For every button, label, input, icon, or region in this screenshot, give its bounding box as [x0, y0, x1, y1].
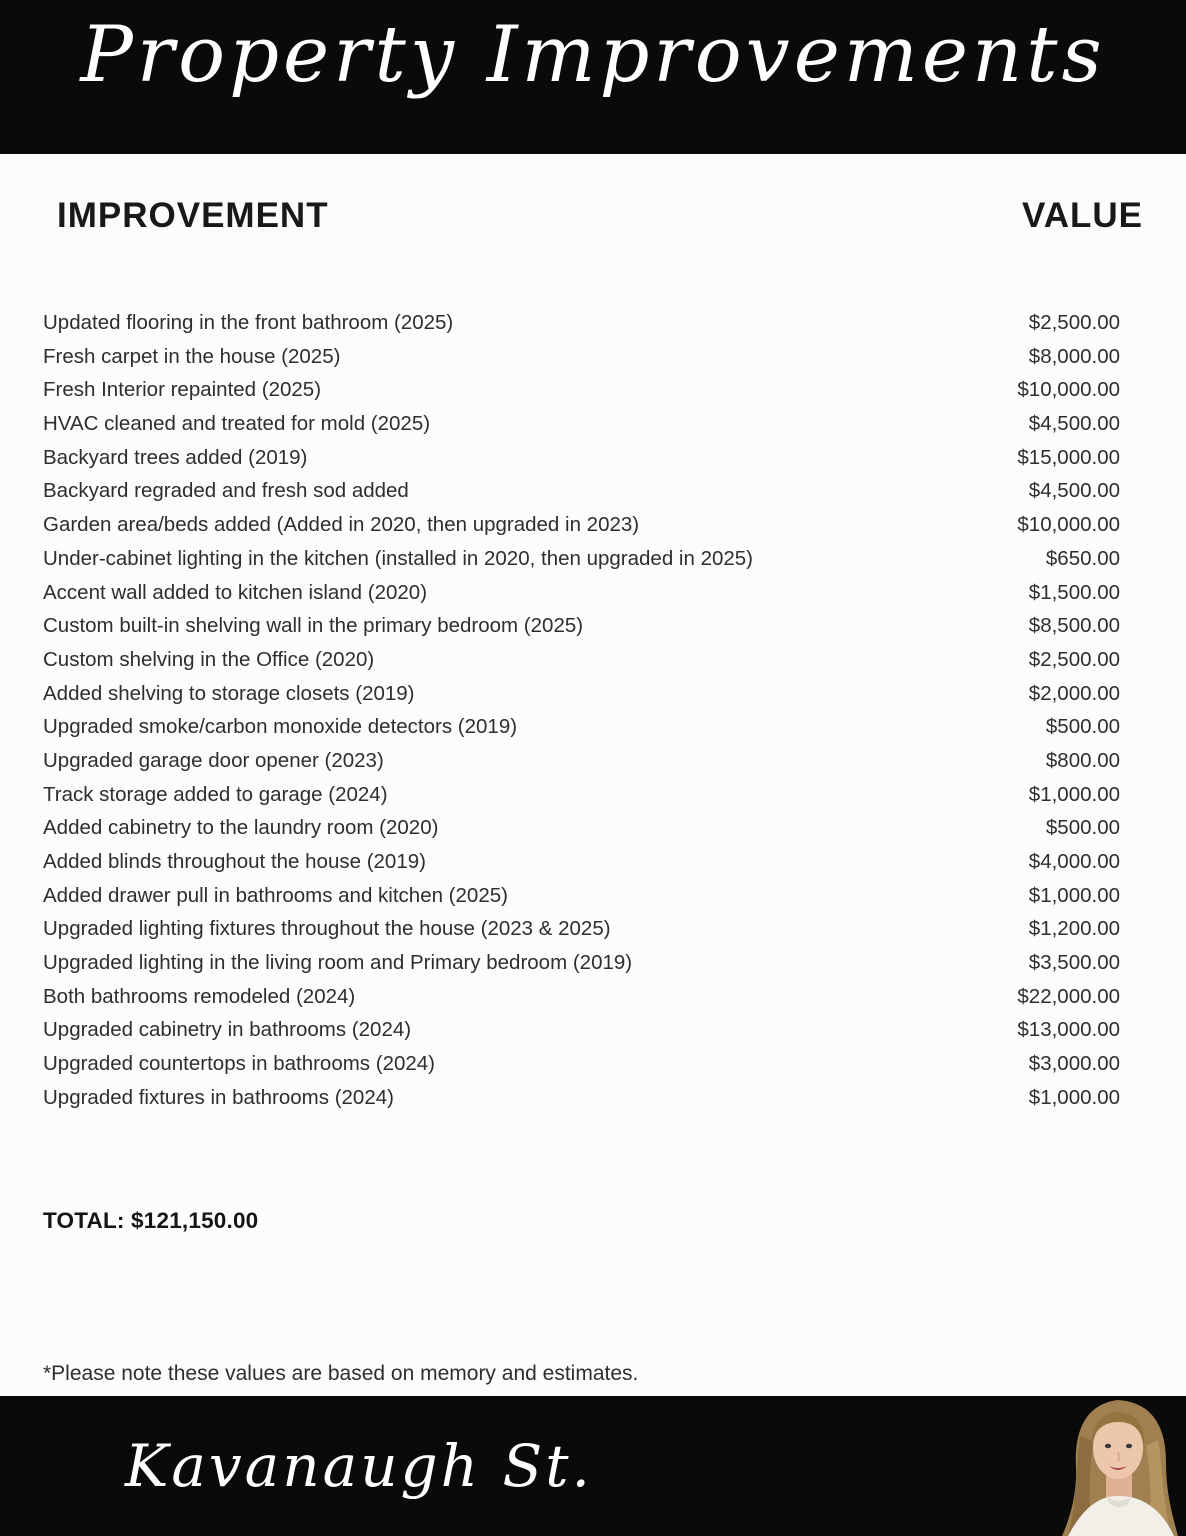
value-cell: $8,000.00: [1028, 344, 1120, 368]
table-row: [43, 912, 1120, 946]
table-column-headers: [0, 196, 1186, 236]
improvement-cell: Added drawer pull in bathrooms and kitchen (2025): [43, 883, 508, 907]
total-line: TOTAL: $121,150.00: [43, 1208, 259, 1233]
improvement-cell: Both bathrooms remodeled (2024): [43, 984, 356, 1008]
value-cell: $4,500.00: [1028, 412, 1120, 436]
page-title: Property Improvements: [80, 10, 1106, 100]
table-row: [43, 778, 1120, 812]
improvement-cell: Fresh carpet in the house (2025): [43, 344, 341, 368]
value-cell: $10,000.00: [1017, 378, 1120, 402]
value-cell: $2,500.00: [1028, 647, 1120, 671]
table-row: [43, 677, 1120, 711]
table-row: [43, 811, 1120, 845]
improvement-cell: Under-cabinet lighting in the kitchen (installed in 2020, then upgraded in 2025): [43, 546, 754, 570]
value-cell: $2,500.00: [1028, 311, 1120, 334]
value-cell: $4,500.00: [1028, 479, 1120, 503]
table-row: [43, 542, 1120, 576]
improvement-cell: Upgraded lighting fixtures throughout the house (2023 & 2025): [43, 917, 611, 941]
value-cell: $4,000.00: [1028, 850, 1120, 873]
value-cell: $1,200.00: [1028, 917, 1120, 941]
value-cell: $1,000.00: [1028, 883, 1120, 907]
table-row: [43, 1047, 1120, 1081]
improvement-cell: Upgraded countertops in bathrooms (2024): [43, 1052, 436, 1076]
table-row: [43, 441, 1120, 475]
table-row: [43, 508, 1120, 542]
improvement-cell: Upgraded lighting in the living room and Primary bedroom (2019): [43, 951, 633, 975]
improvement-column-header: IMPROVEMENT: [57, 196, 329, 235]
value-cell: $8,500.00: [1028, 614, 1120, 638]
improvement-cell: Upgraded fixtures in bathrooms (2024): [43, 1085, 394, 1109]
value-cell: $650.00: [1045, 546, 1120, 570]
improvement-cell: Custom built-in shelving wall in the primary bedroom (2025): [43, 614, 584, 638]
value-cell: $500.00: [1045, 715, 1120, 739]
improvement-cell: HVAC cleaned and treated for mold (2025): [43, 412, 431, 436]
value-cell: $1,000.00: [1028, 1085, 1120, 1109]
value-cell: $800.00: [1045, 748, 1120, 772]
table-row: [43, 946, 1120, 980]
improvement-cell: Fresh Interior repainted (2025): [43, 378, 322, 402]
table-row: [43, 710, 1120, 744]
value-cell: $1,000.00: [1028, 782, 1120, 806]
value-cell: $15,000.00: [1017, 445, 1120, 469]
table-row: [43, 306, 1120, 340]
value-column-header: VALUE: [1021, 196, 1143, 235]
improvement-cell: Upgraded garage door opener (2023): [43, 748, 384, 772]
table-row: [43, 643, 1120, 677]
table-row: [43, 744, 1120, 778]
value-cell: $500.00: [1045, 816, 1120, 840]
improvement-cell: Backyard trees added (2019): [43, 445, 308, 469]
table-row: [43, 474, 1120, 508]
brand-signature: Kavanaugh St.: [125, 1432, 593, 1500]
value-cell: $2,000.00: [1028, 681, 1120, 705]
table-row: [43, 373, 1120, 407]
table-row: [43, 340, 1120, 374]
header-band: [0, 0, 1186, 154]
value-cell: $3,000.00: [1028, 1052, 1120, 1076]
value-cell: $3,500.00: [1028, 951, 1120, 975]
table-row: [43, 576, 1120, 610]
table-row: [43, 980, 1120, 1014]
table-row: [43, 1081, 1120, 1115]
improvement-cell: Upgraded cabinetry in bathrooms (2024): [43, 1018, 412, 1042]
value-cell: $10,000.00: [1017, 513, 1120, 537]
value-cell: $22,000.00: [1017, 984, 1120, 1008]
table-row: [43, 407, 1120, 441]
agent-portrait-photo: [1050, 1396, 1186, 1536]
improvement-cell: Accent wall added to kitchen island (2020): [43, 580, 428, 604]
improvement-cell: Upgraded smoke/carbon monoxide detectors (2019): [43, 715, 518, 739]
improvement-cell: Added cabinetry to the laundry room (2020): [43, 816, 439, 840]
value-cell: $1,500.00: [1028, 580, 1120, 604]
footer-band: [0, 1396, 1186, 1536]
improvement-cell: Custom shelving in the Office (2020): [43, 647, 375, 671]
table-row: [43, 609, 1120, 643]
improvement-cell: Backyard regraded and fresh sod added: [43, 479, 409, 503]
table-row: [43, 845, 1120, 879]
value-cell: $13,000.00: [1017, 1018, 1120, 1042]
table-row: [43, 1013, 1120, 1047]
footnote: *Please note these values are based on memory and estimates.: [43, 1362, 639, 1385]
table-row: [43, 879, 1120, 913]
improvement-cell: Updated flooring in the front bathroom (2025): [43, 311, 454, 334]
improvement-cell: Track storage added to garage (2024): [43, 782, 388, 806]
improvement-cell: Added shelving to storage closets (2019): [43, 681, 415, 705]
improvement-cell: Added blinds throughout the house (2019): [43, 850, 426, 873]
improvement-cell: Garden area/beds added (Added in 2020, then upgraded in 2023): [43, 513, 640, 537]
improvements-table: [43, 306, 1120, 1115]
